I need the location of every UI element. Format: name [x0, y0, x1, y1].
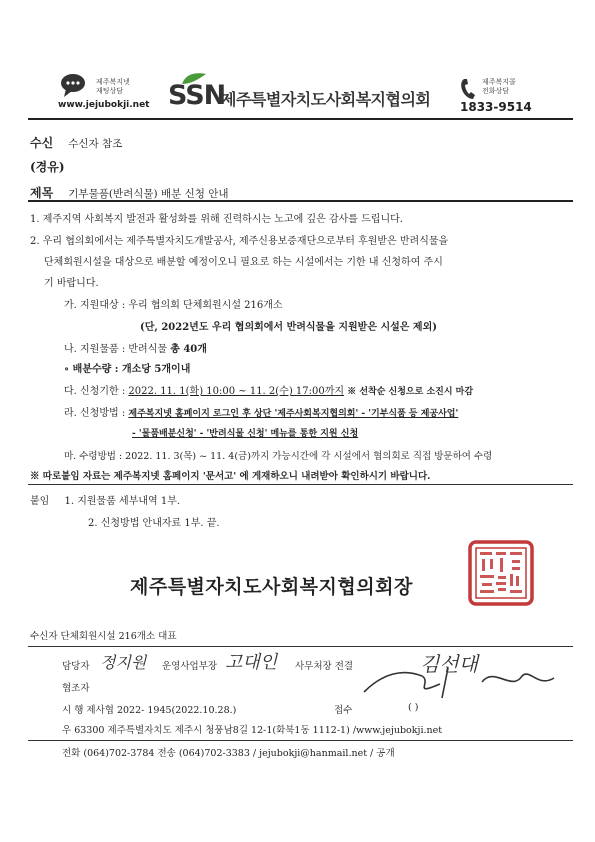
address-divider	[28, 740, 573, 741]
subject-value: 기부물품(반려식물) 배분 신청 안내	[68, 188, 229, 200]
receipt-label: 접수	[334, 705, 353, 716]
receipt-blank: ( )	[408, 702, 419, 713]
attachment-item-2: 2. 신청방법 안내자료 1부. 끝.	[88, 518, 220, 529]
item-ra-path-line-2: - '물품배분신청' - '반려식물 신청' 메뉴를 통한 지원 신청	[132, 429, 359, 439]
item-ra-prefix: 라. 신청방법 :	[64, 408, 129, 419]
item-da-prefix: 다. 신청기한 :	[64, 386, 129, 397]
paragraph-2-line-3: 기 바랍니다.	[44, 278, 99, 289]
item-na-goods	[64, 340, 207, 355]
item-ga-target: 가. 지원대상 : 우리 협의회 단체회원시설 216개소	[64, 300, 283, 311]
secretary-signature: 김선대	[420, 652, 478, 676]
hotline-number[interactable]: 1833-9514	[460, 100, 532, 114]
official-seal	[468, 540, 534, 610]
item-ma-pickup: 마. 수령방법 : 2022. 11. 3(목) ~ 11. 4(금)까지 가능시간에 각 시설에서 협의회로 직접 방문하여 수령	[64, 451, 493, 462]
item-ra-method	[64, 404, 458, 419]
attachment-item-1: 1. 지원물품 세부내역 1부.	[64, 496, 181, 507]
dept-head-label: 운영사업부장	[162, 661, 218, 672]
notice-line: ※ 따로붙임 자료는 제주복지넷 홈페이지 '문서고' 에 게재하오니 내려받아 확인하시기 바랍니다.	[30, 471, 431, 482]
header-left-line2: 재팅상담	[96, 87, 124, 95]
ssn-wordmark: SSN	[168, 80, 226, 111]
official-seal-icon	[468, 540, 534, 606]
recipient-value: 수신자 참조	[68, 138, 123, 150]
cooperator-label: 협조자	[62, 683, 90, 694]
recipients-line: 수신자 단체회원시설 216개소 대표	[30, 631, 177, 642]
staff-label: 담당자	[62, 661, 90, 672]
chat-bubble-icon	[60, 72, 90, 98]
item-na-total: 총 40개	[170, 344, 207, 355]
paragraph-2-line-1: 2. 우리 협의회에서는 제주특별자치도개발공사, 제주신용보증재단으로부터 후원받은 반려식물을	[30, 236, 449, 247]
phone-icon	[460, 78, 478, 100]
header-divider	[28, 118, 573, 120]
org-name-header: 제주특별자치도사회복지협의회	[221, 90, 431, 109]
recipient-label: 수신	[30, 136, 54, 150]
contact-line: 전화 (064)702-3784 전송 (064)702-3383 / jejubokji@hanmail.net / 공개	[62, 748, 395, 759]
header-left-label	[96, 78, 130, 96]
item-da-deadline	[64, 382, 473, 397]
website-url[interactable]: www.jejubokji.net	[58, 100, 150, 110]
item-da-note: ※ 선착순 신청으로 소진시 마감	[344, 387, 474, 397]
notice-divider	[28, 484, 573, 485]
via-label: (경유)	[30, 160, 65, 174]
item-ga-note: (단, 2022년도 우리 협의회에서 반려식물을 지원받은 시설은 제외)	[140, 322, 437, 333]
signature-scribble	[362, 662, 562, 702]
item-distribution-qty: ∘ 배분수량 : 개소당 5개이내	[64, 364, 191, 375]
paragraph-2-line-2: 단체회원시설을 대상으로 배분할 예정이오니 필요로 하는 시설에서는 기한 내 신청하여 주시	[44, 257, 443, 268]
header-right-line1: 제주복지콜	[482, 78, 516, 86]
header-left-line1: 제주복지넷	[96, 78, 130, 86]
leaf-icon	[180, 72, 208, 86]
subject-row	[30, 182, 229, 201]
header-left-logo	[60, 72, 90, 98]
item-na-prefix: 나. 지원물품 : 반려식물	[64, 344, 171, 355]
staff-signature: 정지원	[100, 653, 147, 672]
sender-title: 제주특별자치도사회복지협의회장	[130, 576, 413, 598]
header-right-line2: 전화상담	[482, 87, 510, 95]
subject-label: 제목	[30, 186, 54, 200]
dept-head-signature: 고대인	[225, 652, 278, 673]
ssn-logo	[168, 80, 225, 111]
paragraph-1: 1. 제주지역 사회복지 발전과 활성화를 위해 진력하시는 노고에 깊은 감사를 드립니다.	[30, 214, 403, 225]
header-right-label	[482, 78, 516, 96]
secretary-label: 사무처장 전결	[295, 661, 354, 672]
item-da-date: 2022. 11. 1(화) 10:00 ~ 11. 2(수) 17:00까지	[128, 386, 345, 397]
recipient-row	[30, 132, 122, 151]
item-ra-path: 제주복지넷 홈페이지 로그인 후 상단 '제주사회복지협의회' - '기부식품 등 제공사업'	[128, 409, 459, 419]
address-line: 우 63300 제주특별자치도 제주시 청풍남8길 12-1(화북1동 1112-1) /www.jejubokji.net	[62, 725, 443, 736]
attachment-label: 붙임	[30, 496, 50, 507]
execution-line: 시 행 제사협 2022- 1945(2022.10.28.)	[62, 705, 237, 716]
recipients-divider	[28, 646, 573, 647]
attachment-1	[30, 492, 180, 507]
subject-divider	[28, 200, 573, 202]
